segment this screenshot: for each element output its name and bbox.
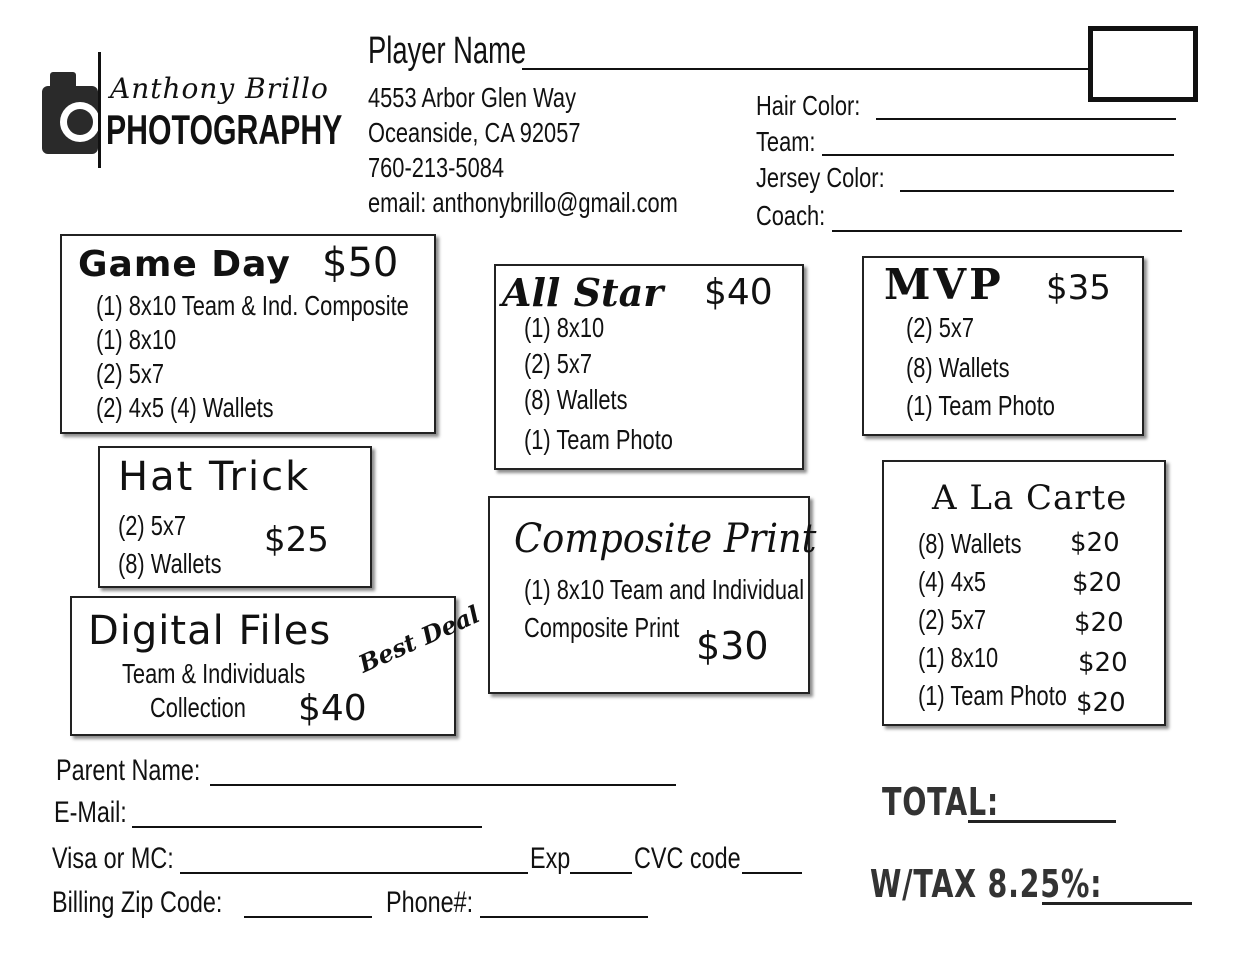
- logo-script: Anthony Brillo: [110, 72, 329, 105]
- team-line[interactable]: [822, 154, 1174, 156]
- phone-line[interactable]: [480, 916, 648, 918]
- logo: [40, 52, 343, 172]
- a-la-carte-price: $20: [1076, 688, 1126, 718]
- exp-label: Exp: [530, 842, 571, 875]
- total-label: TOTAL:: [882, 780, 1000, 824]
- zip-line[interactable]: [244, 916, 372, 918]
- all-star-item: (2) 5x7: [524, 348, 592, 379]
- hair-color-field[interactable]: [756, 90, 1186, 126]
- hat-trick-package[interactable]: [98, 446, 372, 588]
- composite-print-title: Composite Print: [514, 516, 817, 562]
- a-la-carte-row[interactable]: [918, 528, 1148, 566]
- a-la-carte-item: (2) 5x7: [918, 604, 986, 635]
- cvc-label: CVC code: [634, 842, 741, 875]
- mvp-title: MVP: [884, 260, 1004, 309]
- game-day-items: [96, 290, 497, 426]
- phone-number: 760-213-5084: [368, 152, 505, 183]
- mvp-items: [906, 312, 1097, 428]
- digital-files-package[interactable]: [70, 596, 484, 736]
- zip-label: Billing Zip Code:: [52, 886, 223, 919]
- all-star-item: (1) Team Photo: [524, 424, 673, 455]
- card-field[interactable]: [52, 842, 812, 878]
- game-day-item: (1) 8x10 Team & Ind. Composite: [96, 290, 409, 321]
- logo-divider: [98, 52, 101, 168]
- game-day-item: (2) 4x5 (4) Wallets: [96, 392, 274, 423]
- game-day-package[interactable]: [60, 234, 436, 434]
- a-la-carte-package[interactable]: [882, 460, 1166, 726]
- mvp-item: (2) 5x7: [906, 312, 974, 343]
- coach-line[interactable]: [832, 230, 1182, 232]
- hat-trick-item: (2) 5x7: [118, 510, 186, 541]
- total-field[interactable]: [882, 780, 1122, 826]
- coach-label: Coach:: [756, 200, 826, 231]
- email-line[interactable]: [132, 826, 482, 828]
- game-day-item: (1) 8x10: [96, 324, 177, 355]
- parent-name-field[interactable]: [56, 754, 696, 790]
- a-la-carte-item: (1) Team Photo: [918, 680, 1067, 711]
- email-address: email: anthonybrillo@gmail.com: [368, 187, 678, 218]
- jersey-color-line[interactable]: [900, 190, 1174, 192]
- all-star-items: [524, 312, 715, 460]
- digital-files-title: Digital Files: [88, 608, 332, 654]
- mvp-item: (8) Wallets: [906, 352, 1010, 383]
- a-la-carte-price: $20: [1078, 648, 1128, 678]
- player-name-label: Player Name: [368, 30, 527, 72]
- all-star-item: (1) 8x10: [524, 312, 605, 343]
- a-la-carte-item: (8) Wallets: [918, 528, 1022, 559]
- team-label: Team:: [756, 126, 816, 157]
- hat-trick-price: $25: [264, 520, 329, 560]
- parent-name-label: Parent Name:: [56, 754, 201, 787]
- a-la-carte-list: [918, 528, 1148, 718]
- address-line-1: 4553 Arbor Glen Way: [368, 82, 576, 113]
- game-day-title: Game Day: [78, 244, 291, 285]
- mvp-item: (1) Team Photo: [906, 390, 1055, 421]
- hair-color-line[interactable]: [876, 118, 1176, 120]
- camera-icon: [40, 66, 102, 156]
- hat-trick-item: (8) Wallets: [118, 548, 222, 579]
- composite-print-package[interactable]: [488, 496, 817, 694]
- a-la-carte-row[interactable]: [918, 604, 1148, 642]
- parent-name-line[interactable]: [210, 784, 676, 786]
- jersey-color-field[interactable]: [756, 162, 1186, 200]
- a-la-carte-price: $20: [1074, 608, 1124, 638]
- team-field[interactable]: [756, 126, 1186, 162]
- game-day-price: $50: [322, 240, 399, 286]
- email-label: E-Mail:: [54, 796, 127, 829]
- composite-print-item: Composite Print: [524, 612, 680, 643]
- address-line-2: Oceanside, CA 92057: [368, 117, 581, 148]
- player-name-row: [368, 30, 588, 73]
- a-la-carte-item: (1) 8x10: [918, 642, 999, 673]
- digital-files-item: Team & Individuals: [122, 658, 306, 689]
- team-fields: [756, 90, 1186, 238]
- email-field[interactable]: [54, 796, 494, 832]
- all-star-price: $40: [704, 272, 773, 313]
- player-name-line[interactable]: [522, 68, 1088, 70]
- a-la-carte-price: $20: [1070, 528, 1120, 558]
- card-number-line[interactable]: [180, 872, 528, 874]
- mvp-package[interactable]: [862, 256, 1144, 436]
- hat-trick-title: Hat Trick: [118, 454, 311, 500]
- logo-word: PHOTOGRAPHY: [106, 106, 343, 153]
- coach-field[interactable]: [756, 200, 1186, 238]
- jersey-color-label: Jersey Color:: [756, 162, 885, 193]
- digital-files-price: $40: [298, 688, 367, 729]
- hair-color-label: Hair Color:: [756, 90, 861, 121]
- all-star-item: (8) Wallets: [524, 384, 628, 415]
- mvp-price: $35: [1046, 268, 1111, 308]
- zip-phone-field[interactable]: [52, 886, 672, 922]
- tax-total-label: W/TAX 8.25%:: [870, 862, 1103, 906]
- best-deal-badge: Best Deal: [354, 599, 484, 679]
- phone-label: Phone#:: [386, 886, 474, 919]
- a-la-carte-item: (4) 4x5: [918, 566, 986, 597]
- all-star-package[interactable]: [494, 264, 804, 470]
- tax-total-field[interactable]: [870, 862, 1200, 908]
- composite-print-item: (1) 8x10 Team and Individual: [524, 574, 805, 605]
- a-la-carte-row[interactable]: [918, 642, 1148, 680]
- exp-line[interactable]: [570, 872, 632, 874]
- a-la-carte-title: A La Carte: [932, 478, 1128, 518]
- composite-print-price: $30: [696, 624, 769, 668]
- a-la-carte-row[interactable]: [918, 680, 1148, 718]
- hat-trick-items: [118, 510, 251, 586]
- a-la-carte-row[interactable]: [918, 566, 1148, 604]
- cvc-line[interactable]: [742, 872, 802, 874]
- tax-total-line[interactable]: [1042, 902, 1192, 905]
- digital-files-item: Collection: [150, 692, 246, 723]
- visa-label: Visa or MC:: [52, 842, 174, 875]
- total-line[interactable]: [968, 820, 1116, 823]
- a-la-carte-price: $20: [1072, 568, 1122, 598]
- game-day-item: (2) 5x7: [96, 358, 164, 389]
- address-block: [368, 82, 765, 222]
- all-star-title: All Star: [502, 270, 664, 315]
